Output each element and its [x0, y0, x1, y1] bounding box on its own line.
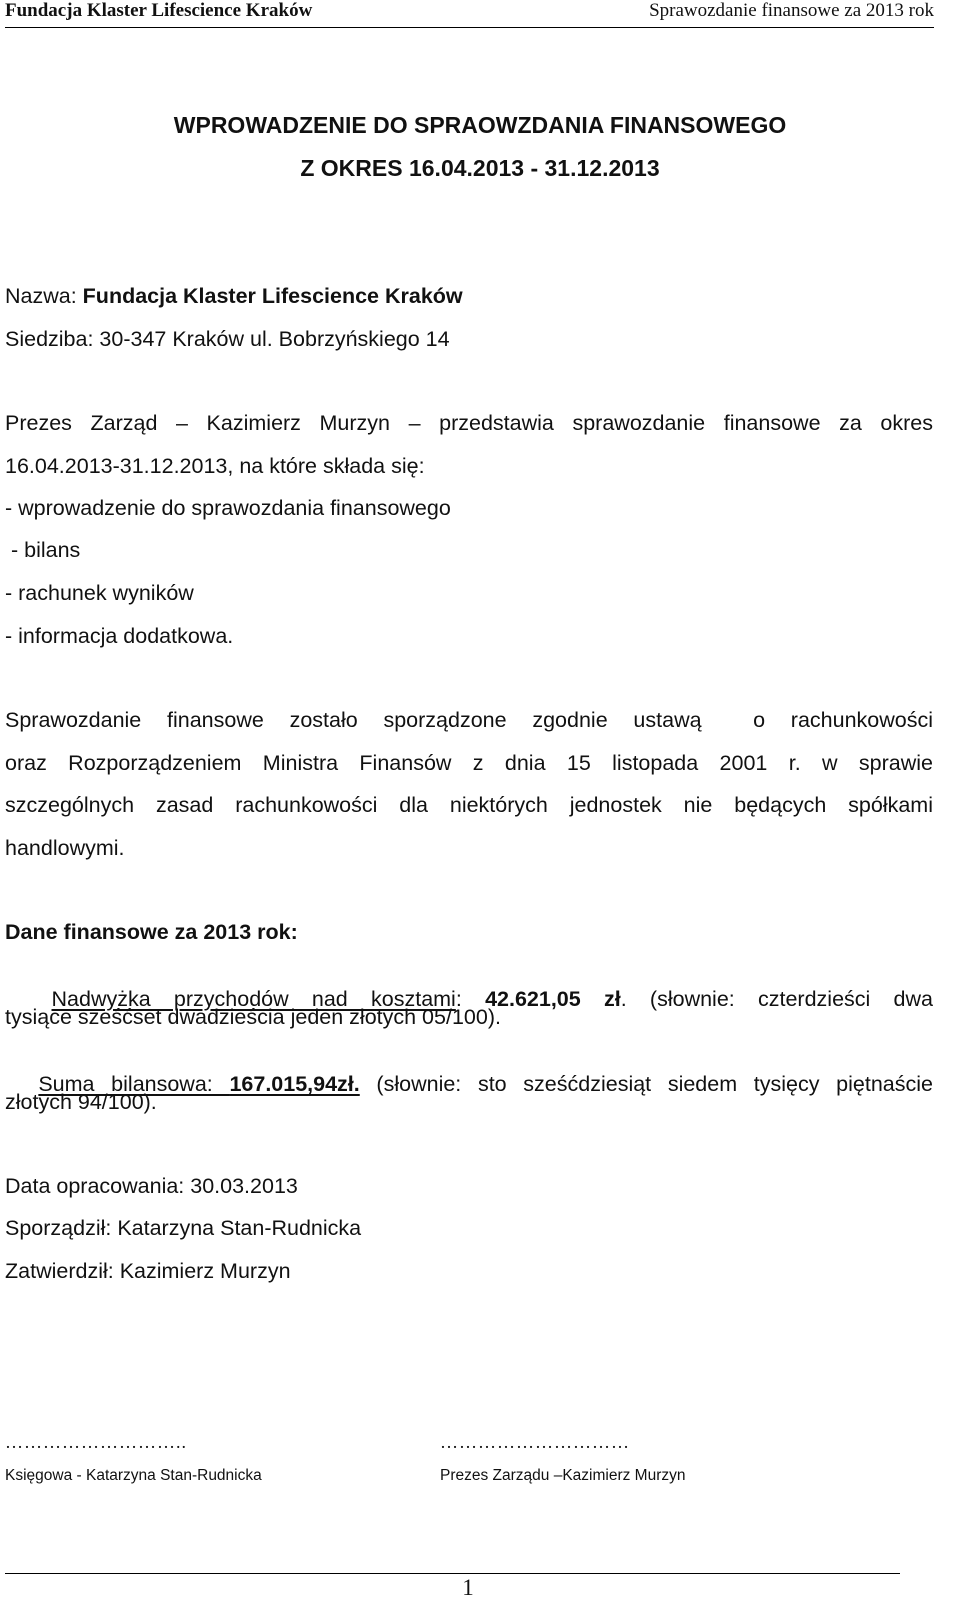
organization-name-value: Fundacja Klaster Lifescience Kraków [82, 284, 463, 308]
legal-line-2: oraz Rozporządzeniem Ministra Finansów z dnia 15 listopada 2001 r. w sprawie [5, 751, 933, 775]
legal-line-4: handlowymi. [5, 836, 125, 860]
balance-label: Suma bilansowa: [38, 1072, 230, 1096]
signature-line-president: ………………………… [440, 1432, 630, 1452]
preparation-date: Data opracowania: 30.03.2013 [5, 1174, 298, 1198]
intro-list-item: - rachunek wyników [5, 581, 194, 605]
balance-words-continued: złotych 94/100). [5, 1090, 157, 1114]
intro-line-2: 16.04.2013-31.12.2013, na które składa się: [5, 454, 425, 478]
surplus-value: 42.621,05 zł [485, 987, 621, 1011]
prepared-by: Sporządził: Katarzyna Stan-Rudnicka [5, 1216, 362, 1240]
intro-list-item: - informacja dodatkowa. [5, 624, 234, 648]
approved-by: Zatwierdził: Kazimierz Murzyn [5, 1259, 291, 1283]
legal-line-1: Sprawozdanie finansowe zostało sporządzone zgodnie ustawą o rachunkowości [5, 708, 933, 732]
footer-divider [5, 1573, 900, 1574]
organization-name-line [5, 284, 463, 309]
surplus-label: Nadwyżka przychodów nad kosztami [51, 987, 456, 1011]
header-divider [5, 27, 934, 28]
legal-line-3: szczególnych zasad rachunkowości dla niektórych jednostek nie będących spółkami [5, 793, 933, 817]
signature-line-accountant: ……………………….. [5, 1432, 187, 1452]
organization-name-label: Nazwa: [5, 284, 83, 308]
header-document-title: Sprawozdanie finansowe za 2013 rok [649, 0, 934, 21]
document-period: Z OKRES 16.04.2013 - 31.12.2013 [300, 155, 660, 181]
intro-line-1: Prezes Zarząd – Kazimierz Murzyn – przedstawia sprawozdanie finansowe za okres [5, 411, 933, 435]
finance-heading: Dane finansowe za 2013 rok: [5, 920, 298, 944]
signature-label-accountant: Księgowa - Katarzyna Stan-Rudnicka [5, 1467, 262, 1484]
organization-seat: Siedziba: 30-347 Kraków ul. Bobrzyńskiego 14 [5, 327, 450, 351]
signature-label-president: Prezes Zarządu –Kazimierz Murzyn [440, 1467, 686, 1484]
balance-words: (słownie: sto sześćdziesiąt siedem tysięcy piętnaście [359, 1072, 933, 1096]
surplus-words-continued: tysiące sześćset dwadzieścia jeden złotych 05/100). [5, 1005, 501, 1029]
document-title: WPROWADZENIE DO SPRAOWZDANIA FINANSOWEGO [173, 112, 787, 138]
balance-value: 167.015,94zł. [229, 1072, 360, 1096]
intro-list-item: - wprowadzenie do sprawozdania finansowego [5, 496, 451, 520]
surplus-words: . (słownie: czterdzieści dwa [620, 987, 934, 1011]
intro-list-item: - bilans [5, 538, 81, 562]
header-organization: Fundacja Klaster Lifescience Kraków [5, 0, 313, 21]
page-number: 1 [462, 1575, 474, 1600]
surplus-colon: : [455, 987, 486, 1011]
